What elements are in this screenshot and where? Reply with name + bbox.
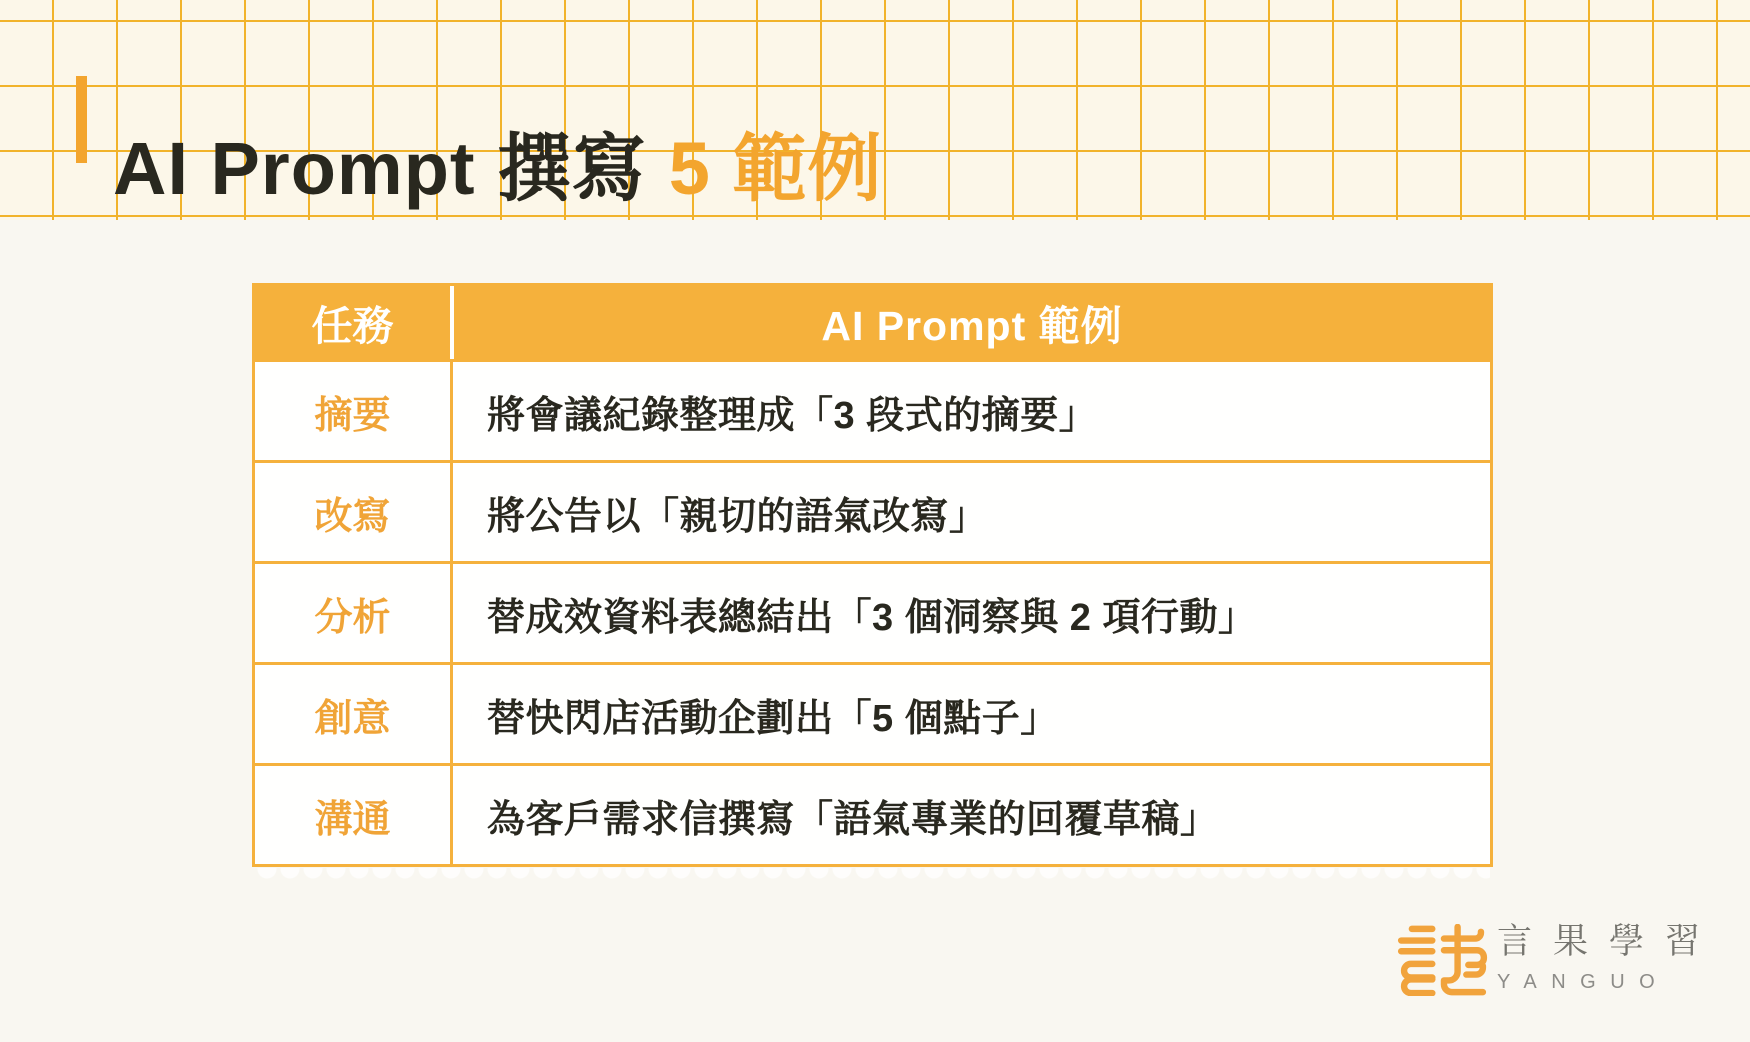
logo-text-block	[1497, 920, 1721, 994]
header-cell-task: 任務	[311, 303, 394, 349]
example-cell: 替快閃店活動企劃出「5 個點子」	[450, 665, 1490, 763]
task-cell: 創意	[314, 697, 391, 740]
logo-wordmark: YANGUO	[1497, 971, 1670, 993]
table-row	[255, 359, 1490, 460]
example-cell: 為客戶需求信撰寫「語氣專業的回覆草稿」	[450, 766, 1490, 864]
table-row	[255, 662, 1490, 763]
table-row	[255, 460, 1490, 561]
yanguo-logo-icon	[1395, 924, 1491, 996]
table-row	[255, 561, 1490, 662]
title-text-black: AI Prompt 撰寫	[113, 126, 669, 210]
page-title	[113, 113, 882, 213]
example-cell: 替成效資料表總結出「3 個洞察與 2 項行動」	[450, 564, 1490, 662]
task-cell: 改寫	[314, 495, 391, 538]
prompt-example-table	[252, 283, 1493, 867]
logo-name: 言果學習	[1497, 922, 1722, 961]
table-row	[255, 763, 1490, 864]
logo	[1395, 920, 1722, 1010]
task-cell: 分析	[314, 596, 391, 639]
example-cell: 將會議紀錄整理成「3 段式的摘要」	[450, 362, 1490, 460]
task-cell: 溝通	[314, 798, 391, 841]
task-cell: 摘要	[314, 394, 391, 437]
torn-paper-edge	[256, 868, 1490, 888]
example-cell: 將公告以「親切的語氣改寫」	[450, 463, 1490, 561]
title-text-orange: 5 範例	[668, 126, 883, 210]
title-accent-bar	[76, 76, 87, 163]
header-cell-example: AI Prompt 範例	[450, 286, 1490, 359]
table-header-row	[255, 286, 1490, 359]
